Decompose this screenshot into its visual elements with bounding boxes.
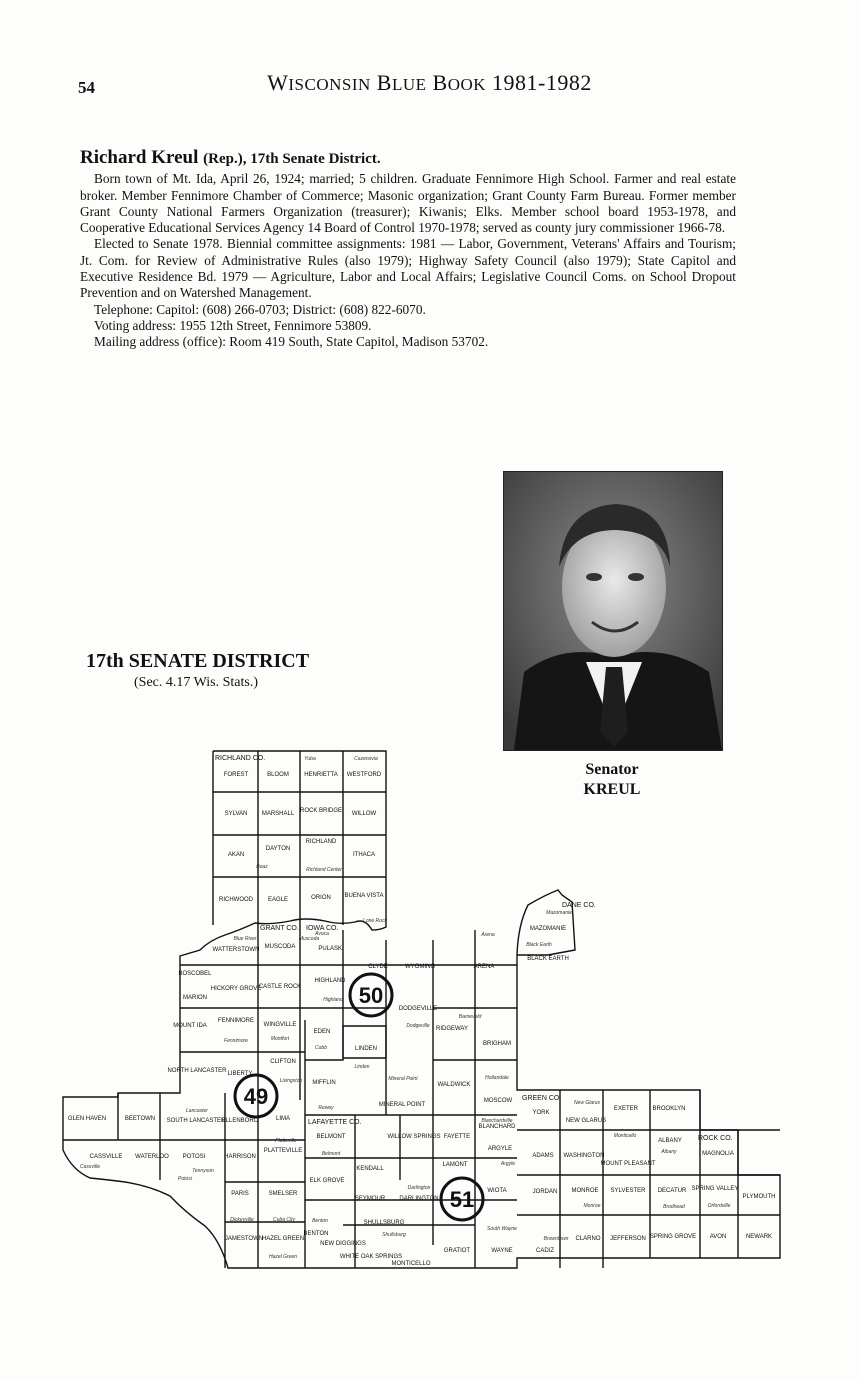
town-label: WILLOW bbox=[351, 811, 377, 817]
town-label: MUSCODA bbox=[264, 944, 296, 950]
place-label: Darlington bbox=[407, 1185, 431, 1191]
town-label: WALDWICK bbox=[437, 1082, 471, 1088]
town-label: BUENA VISTA bbox=[344, 893, 384, 899]
portrait-caption bbox=[503, 760, 721, 800]
town-label: BROOKLYN bbox=[652, 1106, 686, 1112]
town-label: PARIS bbox=[231, 1191, 249, 1197]
bio-paragraph: Born town of Mt. Ida, April 26, 1924; married; 5 children. Graduate Fennimore High School. Farmer and real estate broker. Member Fennimore Chamber of Commerce; Masonic organization; Grant County Farm Bureau. Former member Grant County National Farmers Organization (treasurer); Kiwanis; Elks. Member school board 1953-1978, and Cooperative Educational Services Agency 14 Board of Control 1970-1978; served as county jury commissioner 1966-78. bbox=[80, 171, 736, 236]
town-label: RIDGEWAY bbox=[435, 1026, 469, 1032]
town-label: HARRISON bbox=[224, 1154, 256, 1160]
bio-paragraph: Mailing address (office): Room 419 South, State Capitol, Madison 53702. bbox=[94, 334, 489, 350]
town-label: PLYMOUTH bbox=[742, 1194, 776, 1200]
town-label: BENTON bbox=[303, 1231, 329, 1237]
place-label: South Wayne bbox=[487, 1226, 517, 1232]
town-label: WIOTA bbox=[487, 1188, 507, 1194]
town-label: ALBANY bbox=[658, 1138, 682, 1144]
town-label: SHULLSBURG bbox=[363, 1220, 405, 1226]
town-label: AKAN bbox=[227, 852, 245, 858]
place-label: Richland Center bbox=[306, 867, 342, 873]
town-label: BOSCOBEL bbox=[178, 971, 212, 977]
town-label: JEFFERSON bbox=[610, 1236, 646, 1242]
town-label: JORDAN bbox=[532, 1189, 558, 1195]
town-label: KENDALL bbox=[356, 1166, 384, 1172]
place-label: Blue River bbox=[233, 936, 257, 942]
town-label: MONTICELLO bbox=[391, 1261, 431, 1267]
town-label: ARGYLE bbox=[487, 1146, 513, 1152]
town-label: RICHWOOD bbox=[219, 897, 253, 903]
assembly-district-50-marker bbox=[350, 974, 392, 1016]
town-label: MOUNT PLEASANT bbox=[600, 1161, 656, 1167]
running-head bbox=[0, 70, 859, 96]
town-label: ELK GROVE bbox=[309, 1178, 345, 1184]
page-number: 54 bbox=[78, 78, 95, 97]
place-label: Linden bbox=[354, 1064, 370, 1070]
caption-title: Senator bbox=[585, 761, 639, 778]
town-label: MARSHALL bbox=[261, 811, 295, 817]
place-label: Lone Rock bbox=[363, 918, 387, 924]
town-label: AVON bbox=[709, 1234, 727, 1240]
town-label: LINDEN bbox=[354, 1046, 378, 1052]
town-label: MAZOMANIE bbox=[529, 926, 567, 932]
town-label: DARLINGTON bbox=[399, 1196, 439, 1202]
book-title: WISCONSIN BLUE BOOK 1981-1982 bbox=[267, 70, 592, 95]
town-label: NORTH LANCASTER bbox=[167, 1068, 227, 1074]
town-label: WYOMING bbox=[405, 964, 435, 970]
town-label: CLYDE bbox=[368, 964, 388, 970]
place-label: New Glarus bbox=[573, 1100, 601, 1106]
town-label: LAMONT bbox=[442, 1162, 468, 1168]
town-label: MINERAL POINT bbox=[378, 1102, 426, 1108]
bio-paragraph: Elected to Senate 1978. Biennial committee assignments: 1981 — Labor, Government, Veterans' Affairs and Tourism; Jt. Com. for Review of Administrative Rules (also 1979); Highway Safety Council (also 1979); State Capitol and Executive Residence Bd. 1979 — Agriculture, Labor and Local Affairs; Legislative Council Coms. on School Dropout Prevention and on Watershed Management. bbox=[80, 236, 736, 301]
place-label: Mazomanie bbox=[546, 910, 572, 916]
assembly-district-label: 49 bbox=[243, 1084, 269, 1109]
town-label: ARENA bbox=[473, 964, 495, 970]
town-label: EXETER bbox=[613, 1106, 639, 1112]
town-label: NEW DIGGINGS bbox=[320, 1241, 366, 1247]
town-label: CLARNO bbox=[575, 1236, 601, 1242]
place-label: Livingston bbox=[279, 1078, 303, 1084]
town-label: PULASKI bbox=[318, 946, 344, 952]
place-label: Arena bbox=[481, 932, 495, 938]
assembly-district-51-marker bbox=[441, 1178, 483, 1220]
place-label: Brodhead bbox=[663, 1204, 685, 1210]
place-label: Monticello bbox=[613, 1133, 637, 1139]
town-label: LIMA bbox=[275, 1116, 291, 1122]
town-label: SYLVESTER bbox=[610, 1188, 646, 1194]
town-label: HAZEL GREEN bbox=[261, 1236, 305, 1242]
town-label: HICKORY GROVE bbox=[210, 986, 262, 992]
town-label: MAGNOLIA bbox=[702, 1151, 734, 1157]
place-label: Orfordville bbox=[707, 1203, 731, 1209]
place-label: Muscoda bbox=[298, 936, 320, 942]
town-label: SEYMOUR bbox=[354, 1196, 386, 1202]
bio-paragraph: Voting address: 1955 12th Street, Fennimore 53809. bbox=[94, 317, 372, 333]
place-label: Browntown bbox=[543, 1236, 569, 1242]
town-label: MARION bbox=[183, 995, 207, 1001]
place-label: Argyle bbox=[500, 1161, 516, 1167]
senator-portrait bbox=[503, 471, 723, 751]
town-label: SPRING VALLEY bbox=[691, 1186, 739, 1192]
town-label: CASTLE ROCK bbox=[258, 984, 302, 990]
town-label: WINGVILLE bbox=[263, 1022, 297, 1028]
town-label: WESTFORD bbox=[346, 772, 382, 778]
town-label: EDEN bbox=[313, 1029, 331, 1035]
town-label: MOSCOW bbox=[483, 1098, 513, 1104]
place-label: Cassville bbox=[79, 1164, 101, 1170]
place-label: Lancaster bbox=[186, 1108, 208, 1114]
county-label: GRANT CO. bbox=[260, 925, 299, 932]
town-label: MONROE bbox=[571, 1188, 599, 1194]
map-title: 17th SENATE DISTRICT bbox=[86, 650, 310, 672]
place-label: Hazel Green bbox=[268, 1254, 298, 1260]
town-label: LIBERTY bbox=[227, 1071, 253, 1077]
town-label: CADIZ bbox=[536, 1248, 554, 1254]
town-label: HENRIETTA bbox=[304, 772, 338, 778]
town-label: DAYTON bbox=[265, 846, 291, 852]
place-label: Albany bbox=[661, 1149, 677, 1155]
town-label: SPRING GROVE bbox=[649, 1234, 697, 1240]
map-subtitle: (Sec. 4.17 Wis. Stats.) bbox=[134, 675, 259, 690]
town-label: WATERLOO bbox=[135, 1154, 169, 1160]
town-label: WATTERSTOWN bbox=[212, 947, 260, 953]
place-label: Boaz bbox=[256, 864, 268, 870]
town-label: FENNIMORE bbox=[218, 1018, 254, 1024]
county-label: DANE CO. bbox=[562, 902, 596, 909]
place-label: Mineral Point bbox=[388, 1076, 418, 1082]
town-label: HIGHLAND bbox=[314, 978, 346, 984]
town-label: POTOSI bbox=[182, 1154, 206, 1160]
town-label: SOUTH LANCASTER bbox=[166, 1118, 226, 1124]
town-label: ADAMS bbox=[532, 1153, 554, 1159]
place-label: Dickeyville bbox=[230, 1217, 254, 1223]
senator-name: Richard Kreul bbox=[80, 147, 199, 168]
place-label: Potosi bbox=[178, 1176, 192, 1182]
place-label: Cuba City bbox=[273, 1217, 295, 1223]
place-label: Tennyson bbox=[192, 1168, 214, 1174]
town-label: ORION bbox=[311, 895, 331, 901]
place-label: Benton bbox=[312, 1218, 328, 1224]
assembly-district-49-marker bbox=[235, 1075, 277, 1117]
town-label: ELLENBORO bbox=[221, 1118, 259, 1124]
bio-heading bbox=[80, 147, 736, 168]
town-label: WILLOW SPRINGS bbox=[387, 1134, 441, 1140]
biography bbox=[80, 147, 736, 351]
party: (Rep.) bbox=[203, 151, 243, 167]
place-label: Yuba bbox=[304, 756, 316, 762]
town-label: NEWARK bbox=[745, 1234, 773, 1240]
caption-name: KREUL bbox=[583, 781, 641, 798]
county-label: GREEN CO. bbox=[522, 1095, 562, 1102]
county-label: ROCK CO. bbox=[698, 1135, 733, 1142]
place-label: Black Earth bbox=[526, 942, 552, 948]
town-label: BELMONT bbox=[316, 1134, 346, 1140]
town-label: EAGLE bbox=[267, 897, 289, 903]
town-label: BRIGHAM bbox=[482, 1041, 512, 1047]
town-label: JAMESTOWN bbox=[224, 1236, 264, 1242]
town-label: DODGEVILLE bbox=[398, 1006, 438, 1012]
town-label: GRATIOT bbox=[443, 1248, 471, 1254]
place-label: Dodgeville bbox=[406, 1023, 430, 1029]
town-label: BLOOM bbox=[267, 772, 289, 778]
town-label: SMELSER bbox=[268, 1191, 298, 1197]
portrait-image bbox=[504, 472, 722, 750]
town-label: SYLVAN bbox=[224, 811, 248, 817]
town-label: CASSVILLE bbox=[89, 1154, 123, 1160]
place-label: Barneveld bbox=[458, 1014, 482, 1020]
town-label: ITHACA bbox=[352, 852, 376, 858]
place-label: Cazenovia bbox=[354, 756, 378, 762]
town-label: RICHLAND bbox=[305, 839, 337, 845]
county-label: RICHLAND CO. bbox=[215, 755, 266, 762]
town-label: CLIFTON bbox=[270, 1059, 296, 1065]
assembly-district-label: 51 bbox=[449, 1187, 475, 1212]
place-label: Monroe bbox=[583, 1203, 601, 1209]
assembly-district-label: 50 bbox=[358, 983, 384, 1008]
county-label: LAFAYETTE CO. bbox=[308, 1119, 362, 1126]
place-label: Platteville bbox=[275, 1138, 297, 1144]
district-label: , 17th Senate District. bbox=[242, 151, 381, 167]
place-label: Cobb bbox=[315, 1045, 327, 1051]
place-label: Blanchardville bbox=[481, 1118, 513, 1124]
place-label: Hollandale bbox=[485, 1075, 509, 1081]
town-label: WASHINGTON bbox=[563, 1153, 605, 1159]
place-label: Fennimore bbox=[224, 1038, 248, 1044]
town-label: BLACK EARTH bbox=[527, 956, 569, 962]
town-label: MIFFLIN bbox=[312, 1080, 336, 1086]
town-label: ROCK BRIDGE bbox=[299, 808, 343, 814]
town-label: FOREST bbox=[223, 772, 249, 778]
town-label: NEW GLARUS bbox=[565, 1118, 607, 1124]
place-label: Shullsburg bbox=[382, 1232, 406, 1238]
place-label: Belmont bbox=[321, 1151, 341, 1157]
town-label: WHITE OAK SPRINGS bbox=[339, 1254, 403, 1260]
town-label: BEETOWN bbox=[124, 1116, 156, 1122]
town-label: DECATUR bbox=[657, 1188, 687, 1194]
place-label: Avoca bbox=[315, 931, 329, 937]
county-label: IOWA CO. bbox=[306, 925, 339, 932]
place-label: Montfort bbox=[270, 1036, 290, 1042]
town-label: PLATTEVILLE bbox=[263, 1148, 303, 1154]
place-label: Highland bbox=[323, 997, 343, 1003]
town-label: FAYETTE bbox=[443, 1134, 471, 1140]
place-label: Rewey bbox=[318, 1105, 334, 1111]
town-label: YORK bbox=[532, 1110, 550, 1116]
bio-paragraph: Telephone: Capitol: (608) 266-0703; District: (608) 822-6070. bbox=[94, 301, 426, 317]
town-label: WAYNE bbox=[491, 1248, 513, 1254]
town-label: MOUNT IDA bbox=[173, 1023, 207, 1029]
town-label: GLEN HAVEN bbox=[67, 1116, 107, 1122]
town-label: BLANCHARD bbox=[478, 1124, 516, 1130]
